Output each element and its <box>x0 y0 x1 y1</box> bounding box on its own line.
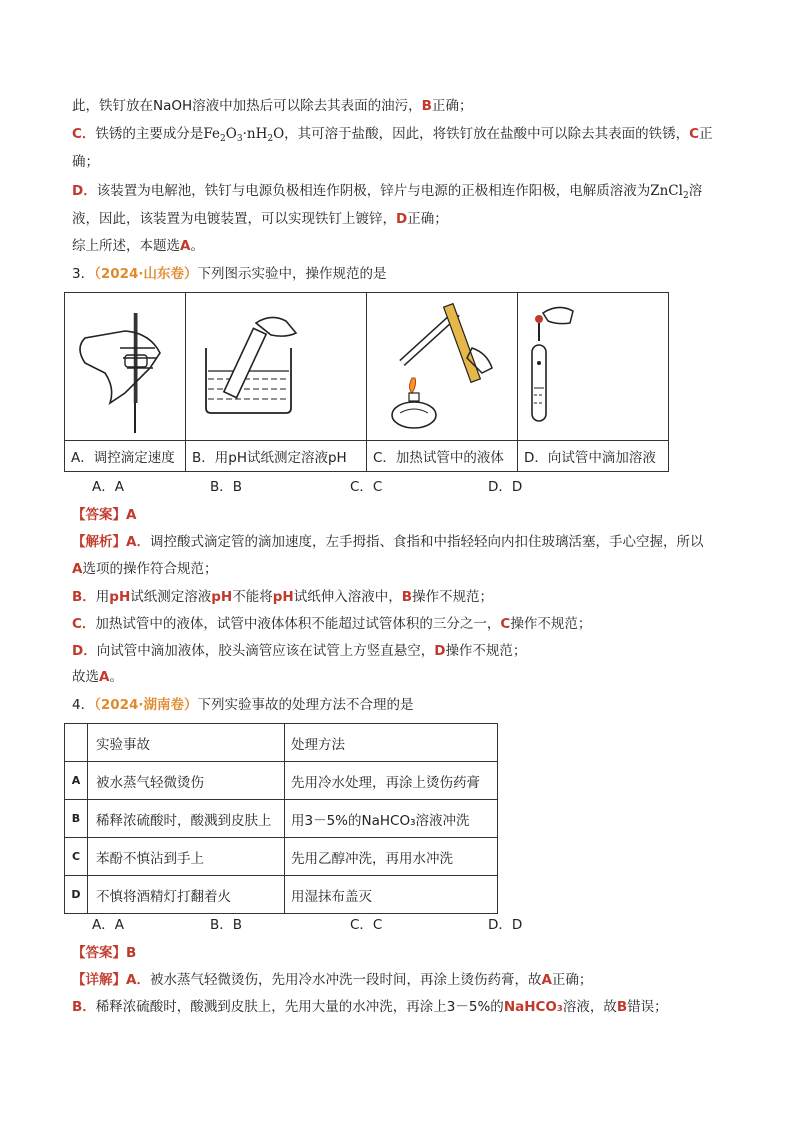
analysis-a2-letter: A <box>72 561 83 577</box>
formula-sub: 2 <box>267 134 274 144</box>
q3-answer <box>72 504 136 526</box>
prev-d-text: 该装置为电解池，铁钉与电源负极相连作阴极，锌片与电源的正极相连作阳极，电解质溶液为 <box>96 183 651 199</box>
detail-b-letter: B． <box>72 999 96 1015</box>
analysis-d-tail-letter: D <box>434 643 446 659</box>
q4-source: （2024·湖南卷） <box>94 697 198 713</box>
row-label: C <box>65 838 88 876</box>
detail-a-text: 被水蒸气轻微烫伤，先用冷水冲洗一段时间，再涂上烫伤药膏，故 <box>149 972 542 988</box>
detail-a-letter: A． <box>126 972 150 988</box>
prev-line-1 <box>72 95 472 117</box>
figure-cell-d <box>518 293 669 441</box>
figure-cell-a <box>65 293 186 441</box>
q3-conclusion <box>72 666 123 688</box>
prev-c-line-2: 确； <box>72 154 99 170</box>
table-row <box>65 838 498 876</box>
conclusion-end: 。 <box>109 669 123 685</box>
formula-sub: 3 <box>236 134 243 144</box>
q4-option-a[interactable]: A．A <box>92 917 124 933</box>
analysis-d-letter: D． <box>72 643 97 659</box>
q4-stem-text: 下列实验事故的处理方法不合理的是 <box>197 697 414 713</box>
analysis-c-text: 加热试管中的液体，试管中液体体积不能超过试管体积的三分之一， <box>95 616 501 632</box>
detail-b-tail: 错误； <box>627 999 668 1015</box>
table-cell: 用湿抹布盖灭 <box>285 876 498 914</box>
summary-letter: A <box>180 238 191 254</box>
analysis-label: 【解析】 <box>72 534 126 550</box>
detail-b-formula: NaHCO₃ <box>503 999 563 1015</box>
analysis-d-text: 向试管中滴加液体，胶头滴管应该在试管上方竖直悬空， <box>96 643 435 659</box>
table-cell: 不慎将酒精灯打翻着火 <box>88 876 285 914</box>
answer-label: 【答案】 <box>72 945 126 961</box>
detail-label: 【详解】 <box>72 972 126 988</box>
analysis-b-text: 试纸伸入溶液中， <box>293 589 402 605</box>
analysis-c-tail-letter: C <box>500 616 511 632</box>
table-cell: 苯酚不慎沾到手上 <box>88 838 285 876</box>
prev-d-line2-letter: D <box>396 211 408 227</box>
analysis-a-letter: A． <box>126 534 150 550</box>
analysis-b-text: 用 <box>95 589 110 605</box>
prev-c-text-b: ，其可溶于盐酸，因此，将铁钉放在盐酸中可以除去其表面的铁锈， <box>284 126 690 142</box>
q3-analysis-b <box>72 586 493 608</box>
table-cell: 稀释浓硫酸时，酸溅到皮肤上 <box>88 800 285 838</box>
prev-d-letter: D． <box>72 183 97 199</box>
q4-table <box>64 723 498 914</box>
caption-b: B．用pH试纸测定溶液pH <box>186 441 367 472</box>
ph-term: pH <box>272 589 294 605</box>
header-cell <box>65 724 88 762</box>
q3-analysis-a <box>72 531 703 553</box>
table-cell: 用3－5%的NaHCO₃溶液冲洗 <box>285 800 498 838</box>
conclusion-letter: A <box>99 669 110 685</box>
formula-sub: 2 <box>682 191 689 201</box>
q3-analysis-d <box>72 640 526 662</box>
prev-line-1-text: 此，铁钉放在NaOH溶液中加热后可以除去其表面的油污， <box>72 98 422 114</box>
row-label: B <box>65 800 88 838</box>
answer-value: A <box>126 507 137 523</box>
heating-test-tube-illustration <box>367 293 517 436</box>
q3-analysis-c <box>72 613 591 635</box>
prev-d-tail: 溶 <box>688 183 703 199</box>
formula-part: ·nH <box>242 126 268 142</box>
summary-end: 。 <box>190 238 204 254</box>
q3-option-a[interactable]: A．A <box>92 479 124 495</box>
analysis-b-letter: B． <box>72 589 96 605</box>
ph-term: pH <box>211 589 233 605</box>
summary-text: 综上所述，本题选 <box>72 238 180 254</box>
prev-line-1-tail: 正确； <box>431 98 473 114</box>
table-header-row <box>65 724 498 762</box>
header-cell: 实验事故 <box>88 724 285 762</box>
analysis-b-text: 试纸测定溶液 <box>130 589 212 605</box>
formula-part: O <box>225 126 237 142</box>
prev-d-line2-b: 正确； <box>407 211 448 227</box>
formula-part: O <box>273 126 285 142</box>
q4-detail-a <box>72 969 592 991</box>
table-row <box>65 800 498 838</box>
table-cell: 先用冷水处理，再涂上烫伤药膏 <box>285 762 498 800</box>
figure-cell-b <box>186 293 367 441</box>
table-row <box>65 876 498 914</box>
analysis-b-tail-letter: B <box>401 589 412 605</box>
q3-stem <box>72 263 387 285</box>
prev-line-1-letter: B <box>421 98 432 114</box>
q4-detail-b <box>72 996 668 1018</box>
q3-source: （2024·山东卷） <box>94 266 198 282</box>
prev-c-line <box>72 123 713 150</box>
detail-b-tail-letter: B <box>616 999 628 1015</box>
ph-term: pH <box>109 589 131 605</box>
q3-stem-text: 下列图示实验中，操作规范的是 <box>197 266 387 282</box>
analysis-a2-text: 选项的操作符合规范； <box>82 561 218 577</box>
q3-option-c[interactable]: C．C <box>350 479 383 495</box>
analysis-c-tail: 操作不规范； <box>510 616 592 632</box>
prev-d-line-2 <box>72 208 448 230</box>
caption-c: C．加热试管中的液体 <box>367 441 518 472</box>
row-label: A <box>65 762 88 800</box>
q4-number: 4． <box>72 697 95 713</box>
formula-part: ZnCl <box>650 183 683 199</box>
ph-paper-beaker-illustration <box>186 293 366 436</box>
burette-hand-illustration <box>65 293 185 436</box>
q4-options <box>92 914 522 936</box>
detail-b-text: 稀释浓硫酸时，酸溅到皮肤上，先用大量的水冲洗，再涂上3－5%的 <box>95 999 504 1015</box>
detail-a-tail: 正确； <box>551 972 593 988</box>
header-cell: 处理方法 <box>285 724 498 762</box>
prev-c-tail: 正 <box>699 126 713 142</box>
answer-value: B <box>126 945 137 961</box>
q4-option-b[interactable]: B．B <box>210 917 243 933</box>
caption-d: D．向试管中滴加溶液 <box>518 441 669 472</box>
q3-figure-table <box>64 292 669 472</box>
q3-option-b[interactable]: B．B <box>210 479 243 495</box>
prev-d-formula <box>650 183 688 199</box>
answer-label: 【答案】 <box>72 507 126 523</box>
q3-analysis-a-2 <box>72 558 217 580</box>
analysis-b-text: 不能将 <box>232 589 273 605</box>
table-cell: 先用乙醇冲洗，再用水冲洗 <box>285 838 498 876</box>
analysis-c-letter: C． <box>72 616 96 632</box>
caption-a: A．调控滴定速度 <box>65 441 186 472</box>
q4-option-d[interactable]: D．D <box>488 917 523 933</box>
q4-answer <box>72 942 136 964</box>
analysis-b-tail: 操作不规范； <box>412 589 493 605</box>
prev-c-letter: C． <box>72 126 96 142</box>
dropper-test-tube-illustration <box>518 293 668 436</box>
detail-a-tail-letter: A <box>541 972 552 988</box>
prev-d-line <box>72 180 702 207</box>
q4-stem <box>72 694 414 716</box>
conclusion-text: 故选 <box>72 669 99 685</box>
figure-cell-c <box>367 293 518 441</box>
table-cell: 被水蒸气轻微烫伤 <box>88 762 285 800</box>
prev-summary <box>72 235 204 257</box>
formula-part: Fe <box>203 126 221 142</box>
prev-c-tail-letter: C <box>689 126 700 142</box>
q3-option-d[interactable]: D．D <box>488 479 523 495</box>
q3-options <box>92 476 522 498</box>
prev-d-line2-a: 液，因此，该装置为电镀装置，可以实现铁钉上镀锌， <box>72 211 396 227</box>
analysis-d-tail: 操作不规范； <box>445 643 527 659</box>
formula-sub: 2 <box>220 134 226 144</box>
row-label: D <box>65 876 88 914</box>
q4-option-c[interactable]: C．C <box>350 917 383 933</box>
detail-b-text2: 溶液，故 <box>562 999 617 1015</box>
prev-c-text-a: 铁锈的主要成分是 <box>95 126 204 142</box>
table-row <box>65 762 498 800</box>
analysis-a-text: 调控酸式滴定管的滴加速度，左手拇指、食指和中指轻轻向内扣住玻璃活塞，手心空握，所以 <box>149 534 704 550</box>
q3-number: 3． <box>72 266 95 282</box>
prev-c-formula <box>203 126 284 142</box>
